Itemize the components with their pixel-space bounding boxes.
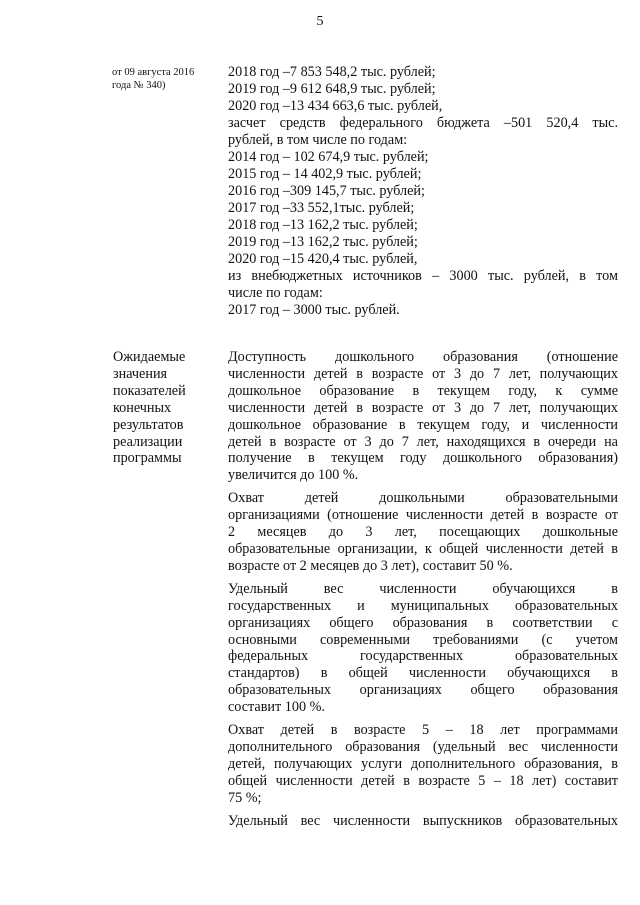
amendment-note-line: года № 340) xyxy=(112,80,166,91)
text-line: получение в текущем году дошкольного образования) xyxy=(228,450,618,467)
amendment-note-line: от 09 августа 2016 xyxy=(112,67,195,78)
offbudget-year-line: 2017 год – 3000 тыс. рублей. xyxy=(228,302,400,318)
offbudget-line: из внебюджетных источников – 3000 тыс. рублей, в том xyxy=(228,268,618,284)
label-line: показателей xyxy=(113,382,186,399)
expected-results-label xyxy=(113,349,213,467)
page-number: 5 xyxy=(316,14,324,29)
federal-year-line: 2016 год –309 145,7 тыс. рублей; xyxy=(228,183,425,199)
text-line: организациями (отношение численности детей в возрасте от xyxy=(228,507,618,524)
text-line: дополнительного образования (удельный вес численности xyxy=(228,738,618,755)
federal-year-line: 2020 год –15 420,4 тыс. рублей, xyxy=(228,251,418,267)
federal-budget-line: рублей, в том числе по годам: xyxy=(228,132,408,148)
label-line: результатов xyxy=(113,416,184,433)
text-line: образовательные организации, к общей численности детей в xyxy=(228,540,618,557)
label-line: Ожидаемые xyxy=(113,349,186,365)
text-line: организациях общего образования в соответствии с xyxy=(228,614,618,631)
label-line: реализации xyxy=(113,433,183,450)
text-line: дошкольное образование в текущем году, и численности xyxy=(228,416,618,433)
federal-year-line: 2017 год –33 552,1тыс. рублей; xyxy=(228,200,415,216)
text-line: 75 %; xyxy=(228,789,262,806)
label-line: программы xyxy=(113,450,182,467)
text-line: Охват детей в возрасте 5 – 18 лет программами xyxy=(228,722,618,739)
text-line: Удельный вес численности выпускников образовательных xyxy=(228,812,618,829)
label-line: значения xyxy=(113,365,168,382)
text-line: Охват детей дошкольными образовательными xyxy=(228,490,618,507)
text-line: детей в возрасте от 3 до 7 лет, находящихся в очереди на xyxy=(228,433,618,450)
preschool-coverage-paragraph xyxy=(228,490,618,575)
amendment-note xyxy=(112,66,222,92)
text-line: Удельный вес численности обучающихся в xyxy=(228,580,618,597)
federal-year-line: 2019 год –13 162,2 тыс. рублей; xyxy=(228,234,418,250)
text-line: общей численности детей в возрасте 5 – 18 лет) составит xyxy=(228,772,618,789)
federal-year-line: 2015 год – 14 402,9 тыс. рублей; xyxy=(228,166,422,182)
preschool-access-paragraph xyxy=(228,349,618,484)
modern-requirements-paragraph xyxy=(228,581,618,716)
funding-line: 2019 год –9 612 648,9 тыс. рублей; xyxy=(228,81,436,97)
text-line: основными современными требованиями (с учетом xyxy=(228,631,618,648)
label-line: конечных xyxy=(113,399,172,416)
federal-year-line: 2014 год – 102 674,9 тыс. рублей; xyxy=(228,149,429,165)
text-line: численности детей в возрасте от 3 до 7 лет, получающих xyxy=(228,365,618,382)
text-line: Доступность дошкольного образования (отношение xyxy=(228,349,618,365)
graduates-paragraph xyxy=(228,813,618,830)
text-line: детей, получающих услуги дополнительного образования, в xyxy=(228,755,618,772)
text-line: составит 100 %. xyxy=(228,699,325,716)
funding-volumes xyxy=(228,64,618,319)
federal-budget-line: засчет средств федерального бюджета –501 520,4 тыс. xyxy=(228,115,618,131)
text-line: образовательных организациях общего образования xyxy=(228,682,618,699)
funding-line: 2020 год –13 434 663,6 тыс. рублей, xyxy=(228,98,443,114)
expected-results-text xyxy=(228,349,618,835)
federal-year-line: 2018 год –13 162,2 тыс. рублей; xyxy=(228,217,418,233)
text-line: дошкольное образование в текущем году, к сумме xyxy=(228,382,618,399)
text-line: федеральных государственных образовательных xyxy=(228,648,618,665)
additional-education-paragraph xyxy=(228,722,618,807)
text-line: стандартов) в общей численности обучающихся в xyxy=(228,665,618,682)
funding-line: 2018 год –7 853 548,2 тыс. рублей; xyxy=(228,64,436,80)
text-line: численности детей в возрасте от 3 до 7 лет, получающих xyxy=(228,399,618,416)
offbudget-line: числе по годам: xyxy=(228,285,323,301)
text-line: 2 месяцев до 3 лет, посещающих дошкольные xyxy=(228,524,618,541)
text-line: увеличится до 100 %. xyxy=(228,467,359,484)
text-line: возрасте от 2 месяцев до 3 лет), составит 50 %. xyxy=(228,557,513,574)
text-line: государственных и муниципальных образовательных xyxy=(228,597,618,614)
